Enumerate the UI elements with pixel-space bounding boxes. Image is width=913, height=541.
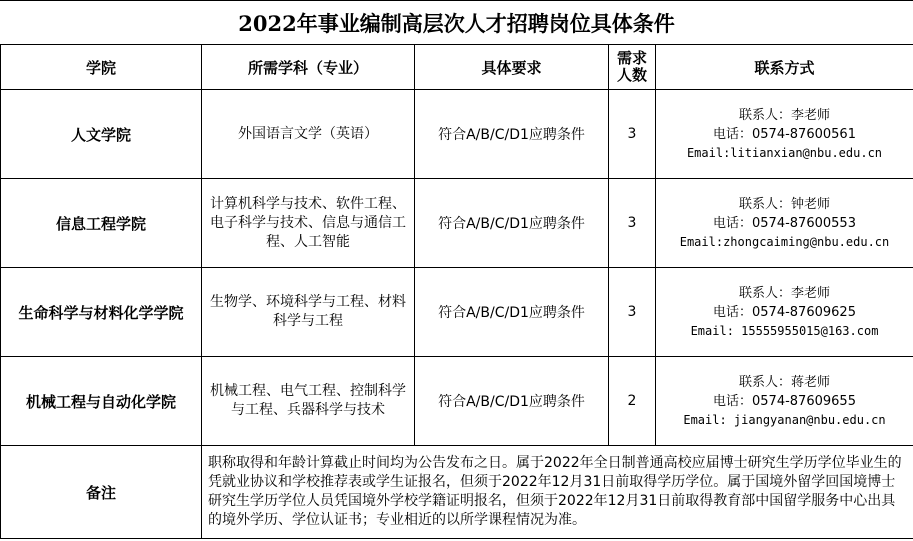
count-cell: 3 xyxy=(609,268,656,357)
contact-email[interactable]: Email: jiangyanan@nbu.edu.cn xyxy=(683,412,886,427)
header-subject: 所需学科（专业） xyxy=(202,45,415,90)
contact-phone: 电话：0574-87600561 xyxy=(713,126,856,142)
subject-cell: 机械工程、电气工程、控制科学与工程、兵器科学与技术 xyxy=(202,357,415,446)
contact-person: 联系人：钟老师 xyxy=(738,196,830,212)
contact-cell xyxy=(656,357,913,446)
contact-phone: 电话：0574-87600553 xyxy=(713,215,856,231)
contact-cell xyxy=(656,268,913,357)
table-row xyxy=(1,90,913,179)
contact-cell xyxy=(656,90,913,179)
contact-email[interactable]: Email: 15555955015@163.com xyxy=(690,323,879,338)
contact-email[interactable]: Email:zhongcaiming@nbu.edu.cn xyxy=(679,234,890,249)
contact-cell xyxy=(656,179,913,268)
count-cell: 2 xyxy=(609,357,656,446)
recruitment-table xyxy=(0,44,913,539)
requirement-cell: 符合A/B/C/D1应聘条件 xyxy=(415,357,609,446)
note-text: 职称取得和年龄计算截止时间均为公告发布之日。属于2022年全日制普通高校应届博士研究生学历学位毕业生的凭就业协议和学校推荐表或学生证报名，但须于2022年12月31日前取得学历学位。属于国境外留学回国境博士研究生学历学位人员凭国境外学校学籍证明报名，但须于2022年12月31日前取得教育部中国留学服务中心出具的境外学历、学位认证书；专业相近的以所学课程情况为准。 xyxy=(202,446,913,539)
header-need-count: 需求人数 xyxy=(609,45,656,90)
college-cell: 生命科学与材料化学学院 xyxy=(1,268,202,357)
contact-email[interactable]: Email:litianxian@nbu.edu.cn xyxy=(686,145,883,160)
subject-cell: 计算机科学与技术、软件工程、电子科学与技术、信息与通信工程、人工智能 xyxy=(202,179,415,268)
table-row xyxy=(1,357,913,446)
count-cell: 3 xyxy=(609,90,656,179)
note-row xyxy=(1,446,913,539)
college-cell: 人文学院 xyxy=(1,90,202,179)
header-requirement: 具体要求 xyxy=(415,45,609,90)
contact-person: 联系人：蒋老师 xyxy=(738,374,830,390)
header-college: 学院 xyxy=(1,45,202,90)
requirement-cell: 符合A/B/C/D1应聘条件 xyxy=(415,268,609,357)
requirement-cell: 符合A/B/C/D1应聘条件 xyxy=(415,179,609,268)
contact-phone: 电话：0574-87609625 xyxy=(713,304,856,320)
requirement-cell: 符合A/B/C/D1应聘条件 xyxy=(415,90,609,179)
page-title: 2022年事业编制高层次人才招聘岗位具体条件 xyxy=(0,0,913,44)
count-cell: 3 xyxy=(609,179,656,268)
contact-person: 联系人：李老师 xyxy=(738,107,830,123)
college-cell: 信息工程学院 xyxy=(1,179,202,268)
note-label: 备注 xyxy=(1,446,202,539)
contact-person: 联系人：李老师 xyxy=(738,285,830,301)
header-contact: 联系方式 xyxy=(656,45,913,90)
subject-cell: 生物学、环境科学与工程、材料科学与工程 xyxy=(202,268,415,357)
table-row xyxy=(1,268,913,357)
college-cell: 机械工程与自动化学院 xyxy=(1,357,202,446)
contact-phone: 电话：0574-87609655 xyxy=(713,393,856,409)
header-row xyxy=(1,45,913,90)
table-row xyxy=(1,179,913,268)
subject-cell: 外国语言文学（英语） xyxy=(202,90,415,179)
